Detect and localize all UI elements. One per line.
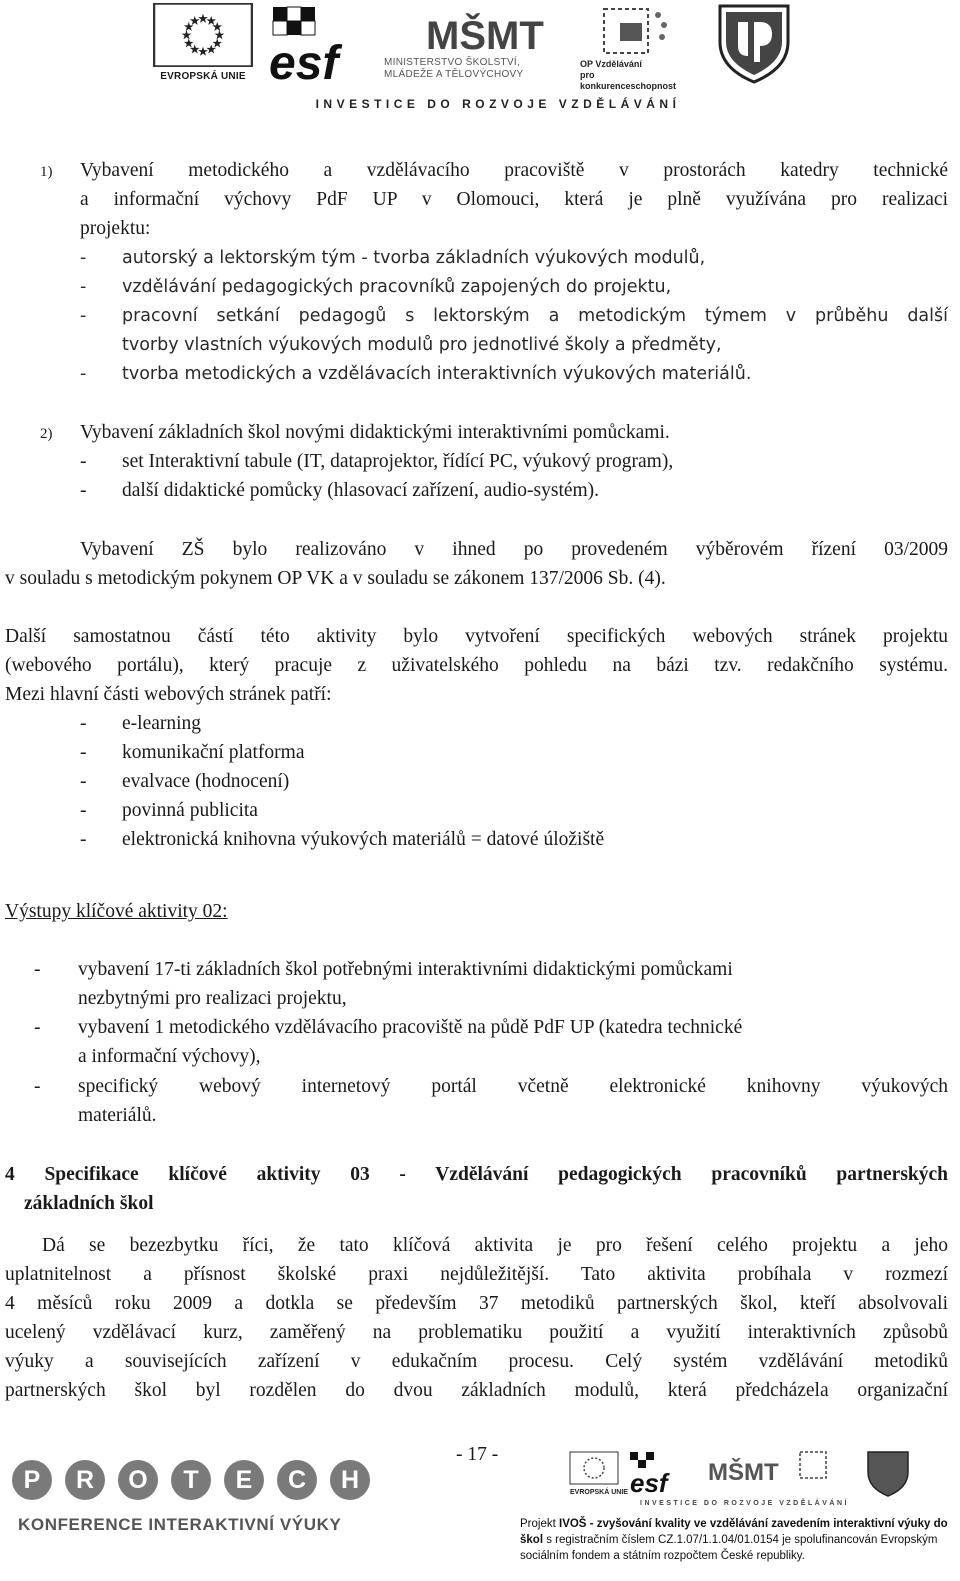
section4-line5: výuky a souvisejících zařízení v edukačním procesu. Celý systém vzdělávání metodiků (5, 1351, 948, 1372)
footer-logos (568, 1448, 948, 1508)
section1-bullet-3: pracovní setkání pedagogů s lektorským a metodickým týmem v průběhu další (122, 306, 948, 326)
section1-line3: projektu: (80, 218, 151, 239)
outputs-item-1: vybavení 17-ti základních škol potřebnými interaktivními didaktickými pomůckami (78, 959, 733, 980)
para-web-line2: (webového portálu), který pracuje z uživatelského pohledu na bázi tzv. redakčního systému. (5, 655, 948, 676)
op-line2: pro konkurenceschopnost (580, 70, 677, 91)
section4-line4: ucelený vzdělávací kurz, zaměřený na problematiku použití a využití interaktivních způsobů (5, 1322, 948, 1343)
protech-letter: E (224, 1460, 264, 1500)
bullet-dash: - (80, 364, 87, 384)
para-web-line1: Další samostatnou částí této aktivity bylo vytvoření specifických webových stránek projektu (5, 626, 948, 647)
op-line1: OP Vzdělávání (580, 59, 642, 69)
section2-number: 2) (40, 426, 53, 442)
msmt-line1: MINISTERSTVO ŠKOLSTVÍ, (384, 57, 521, 68)
section1-bullet-4: tvorba metodických a vzdělávacích interaktivních výukových materiálů. (122, 364, 752, 384)
outputs-item-2-cont: a informační výchovy), (78, 1046, 261, 1067)
outputs-item-1-cont: nezbytnými pro realizaci projektu, (78, 988, 347, 1009)
up-university-logo (714, 2, 794, 84)
bullet-dash: - (80, 742, 87, 763)
footer-investice: INVESTICE DO ROZVOJE VZDĚLÁVÁNÍ (640, 1500, 849, 1507)
section1-line2: a informační výchovy PdF UP v Olomouci, která je plně využívána pro realizaci (80, 189, 948, 210)
esf-text: esf (269, 37, 339, 90)
eu-flag-icon (153, 3, 253, 67)
section4-line1: Dá se bezezbytku říci, že tato klíčová aktivita je pro řešení celého projektu a jeho (42, 1235, 948, 1256)
eu-label: EVROPSKÁ UNIE (160, 71, 246, 82)
web-bullet-5: elektronická knihovna výukových materiálů = datové úložiště (122, 829, 605, 850)
op-logo (578, 3, 688, 91)
section2-line1: Vybavení základních škol novými didaktickými interaktivními pomůckami. (80, 422, 670, 443)
section4-heading-line1: 4 Specifikace klíčové aktivity 03 - Vzdělávání pedagogických pracovníků partnerských (5, 1164, 948, 1185)
bullet-dash: - (80, 480, 87, 501)
msmt-title: MŠMT (426, 14, 544, 58)
web-bullet-3: evalvace (hodnocení) (122, 771, 290, 792)
section2-bullet-1: set Interaktivní tabule (IT, dataprojektor, řídící PC, výukový program), (122, 451, 674, 472)
para-zs-line1: Vybavení ZŠ bylo realizováno v ihned po provedeném výběrovém řízení 03/2009 (80, 539, 948, 560)
protech-letter: T (171, 1460, 211, 1500)
section1-line1: Vybavení metodického a vzdělávacího pracoviště v prostorách katedry technické (80, 160, 948, 181)
section1-bullet-3-cont: tvorby vlastních výukových modulů pro jednotlivé školy a předměty, (122, 335, 722, 355)
msmt-logo (382, 3, 562, 83)
footer-esf-text: esf (630, 1468, 668, 1498)
section1-bullet-1: autorský a lektorským tým - tvorba základních výukových modulů, (122, 248, 706, 268)
protech-letter: O (118, 1460, 158, 1500)
outputs-item-3-cont: materiálů. (78, 1105, 157, 1126)
para-web-line3: Mezi hlavní části webových stránek patří: (5, 684, 332, 705)
section4-line2: uplatnitelnost a přísnost školské praxi nejdůležitější. Tato aktivita probíhala v rozmezí (5, 1264, 948, 1285)
op-mark-icon (578, 3, 688, 57)
section4-line3: 4 měsíců roku 2009 a dotkla se především 37 metodiků partnerských škol, kteří absolvovali (5, 1293, 948, 1314)
outputs-heading: Výstupy klíčové aktivity 02: (5, 901, 228, 922)
section1-bullet-2: vzdělávání pedagogických pracovníků zapojených do projektu, (122, 277, 672, 297)
bullet-dash: - (80, 771, 87, 792)
outputs-item-3: specifický webový internetový portál včetně elektronické knihovny výukových (78, 1076, 948, 1097)
bullet-dash: - (80, 713, 87, 734)
up-shield-icon (714, 2, 794, 84)
footer-proj-rest: s registračním číslem CZ.1.07/1.1.04/01.0154 je spolufinancován Evropským sociálním fondem a státním rozpočtem České republiky. (520, 1534, 938, 1562)
page-number: - 17 - (456, 1444, 499, 1465)
msmt-text (384, 57, 524, 81)
section1-number: 1) (40, 164, 53, 180)
op-text (580, 59, 688, 92)
esf-logo (265, 3, 365, 90)
footer-eu-label: EVROPSKÁ UNIE (570, 1489, 628, 1496)
esf-mark-icon (265, 3, 365, 90)
protech-letter: P (12, 1460, 52, 1500)
bullet-dash: - (34, 959, 41, 980)
footer-logo-strip-icon (568, 1448, 948, 1500)
web-bullet-1: e-learning (122, 713, 202, 734)
protech-letter: H (330, 1460, 370, 1500)
footer-msmt-text: MŠMT (708, 1459, 779, 1486)
bullet-dash: - (80, 306, 87, 326)
bullet-dash: - (80, 829, 87, 850)
para-zs-line2: v souladu s metodickým pokynem OP VK a v souladu se zákonem 137/2006 Sb. (4). (5, 568, 666, 589)
section4-heading-line2: základních škol (24, 1193, 154, 1214)
bullet-dash: - (80, 800, 87, 821)
web-bullet-2: komunikační platforma (122, 742, 305, 763)
protech-letter: C (277, 1460, 317, 1500)
footer-proj-prefix: Projekt (520, 1518, 559, 1530)
bullet-dash: - (34, 1076, 41, 1097)
footer-project-note (520, 1516, 952, 1564)
web-bullet-4: povinná publicita (122, 800, 258, 821)
bullet-dash: - (34, 1017, 41, 1038)
footer-proj-title: IVOŠ - zvyšování kvality ve vzdělávání zavedením interaktivní výuky do škol (520, 1518, 948, 1546)
protech-letter: R (65, 1460, 105, 1500)
outputs-item-2: vybavení 1 metodického vzdělávacího pracoviště na půdě PdF UP (katedra technické (78, 1017, 743, 1038)
section4-line6: partnerských škol byl rozdělen do dvou základních modulů, která předcházela organizační (5, 1380, 948, 1401)
section2-bullet-2: další didaktické pomůcky (hlasovací zařízení, audio-systém). (122, 480, 600, 501)
page-header (0, 0, 960, 120)
bullet-dash: - (80, 277, 87, 297)
investice-tagline: INVESTICE DO ROZVOJE VZDĚLÁVÁNÍ (315, 97, 681, 111)
konference-label: KONFERENCE INTERAKTIVNÍ VÝUKY (18, 1515, 342, 1534)
bullet-dash: - (80, 451, 87, 472)
eu-logo (153, 3, 253, 82)
msmt-line2: MLÁDEŽE A TĚLOVÝCHOVY (384, 69, 524, 80)
bullet-dash: - (80, 248, 87, 268)
msmt-mark-icon (382, 3, 544, 58)
